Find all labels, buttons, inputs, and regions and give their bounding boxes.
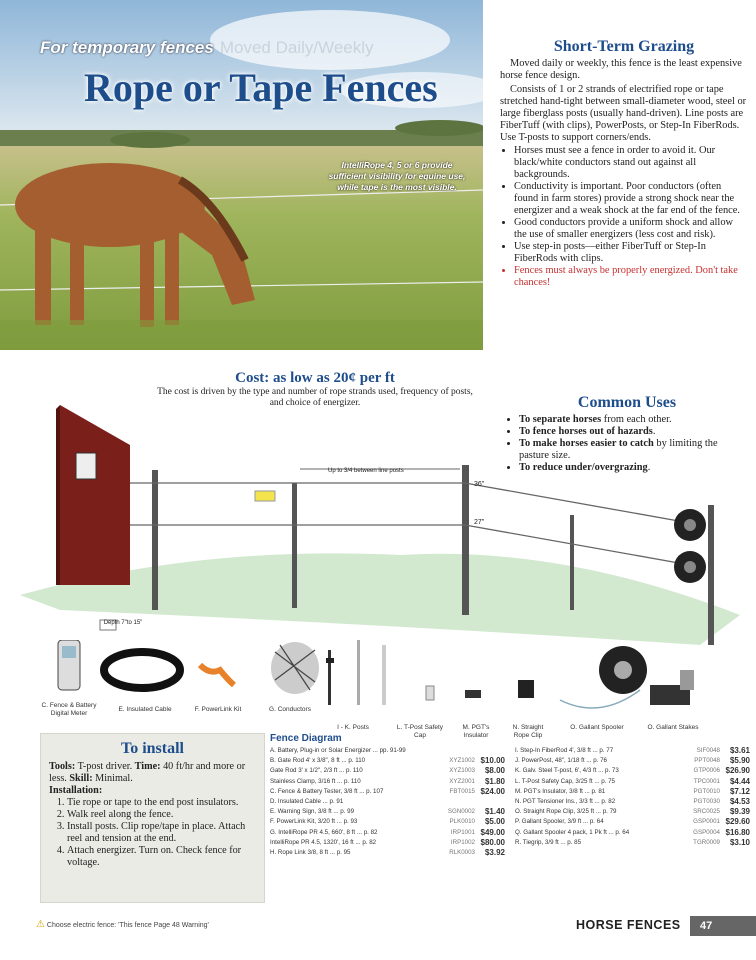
part-price (475, 746, 505, 756)
list-item: • To make horses easier to catch by limiting the pasture size. (519, 438, 747, 462)
part-price: $10.00 (480, 756, 505, 766)
part-price (475, 797, 505, 807)
hero-kicker: For temporary fences Moved Daily/Weekly (40, 38, 374, 57)
part-code: SGN0002 (447, 808, 475, 816)
product-label: F. PowerLink Kit (194, 706, 242, 713)
parts-row (270, 787, 505, 797)
part-name: IntelliRope PR 4.5, 1320', 16 ft ... p. 82 (270, 838, 377, 846)
part-name: O. Straight Rope Clip, 3/25 ft ... p. 79 (515, 808, 617, 816)
part-name: G. IntelliRope PR 4.5, 660', 8 ft ... p. 82 (270, 828, 378, 836)
part-name: E. Warning Sign, 3/8 ft ... p. 99 (270, 808, 355, 816)
part-code: SRC0025 (693, 808, 720, 816)
parts-row (515, 787, 750, 797)
parts-row (515, 756, 750, 766)
parts-row (270, 777, 505, 787)
parts-row (515, 828, 750, 838)
install-heading: To install (121, 740, 184, 757)
parts-row (270, 756, 505, 766)
part-price: $3.92 (484, 848, 505, 858)
part-price: $4.44 (729, 776, 750, 786)
warning-icon: ⚠ (36, 919, 45, 930)
part-code: PPT0048 (694, 757, 720, 765)
footer-warning: ⚠ Choose electric fence: 'This fence Page 48 Warning' (36, 919, 209, 930)
product-label: C. Fence & Battery Digital Meter (41, 702, 97, 717)
parts-column-right (515, 746, 750, 858)
part-name: Gate Rod 3' x 1/2", 2/3 ft ... p. 110 (270, 767, 363, 775)
install-box (40, 733, 265, 903)
installation-label: Installation: (49, 785, 103, 796)
part-price: $1.80 (484, 776, 505, 786)
part-code: GSP0004 (693, 828, 720, 836)
parts-row (515, 777, 750, 787)
product-label: G. Conductors (269, 706, 311, 713)
product-label: I - K. Posts (337, 724, 369, 731)
install-steps (49, 797, 256, 869)
part-name: J. PowerPost, 48", 1/18 ft ... p. 76 (515, 757, 607, 765)
part-name: C. Fence & Battery Tester, 3/8 ft ... p. 107 (270, 787, 384, 795)
height-27-label: 27" (474, 519, 485, 526)
parts-list (270, 733, 750, 858)
part-code: TGR0009 (693, 838, 720, 846)
part-name: D. Insulated Cable ... p. 91 (270, 798, 344, 806)
grazing-heading: Short-Term Grazing (553, 38, 695, 55)
list-item: 3. Install posts. Clip rope/tape in place. Attach reel and tension at the end. (67, 821, 256, 845)
page-title: Rope or Tape Fences (84, 65, 438, 110)
part-name: N. PGT Tensioner Ins., 3/3 ft ... p. 82 (515, 798, 616, 806)
part-name: L. T-Post Safety Cap, 3/25 ft ... p. 75 (515, 777, 615, 785)
parts-row (270, 746, 505, 756)
parts-row (270, 797, 505, 807)
part-code: FBT0015 (449, 787, 475, 795)
part-code: PGT0030 (693, 798, 720, 806)
part-code: XYZ1002 (449, 757, 475, 765)
part-code: TPC0001 (693, 777, 720, 785)
parts-row (515, 746, 750, 756)
parts-row (270, 828, 505, 838)
part-code: IRP1002 (450, 838, 475, 846)
list-item: • To separate horses from each other. (519, 414, 747, 426)
parts-row (515, 807, 750, 817)
cost-heading: Cost: as low as 20¢ per ft (235, 370, 395, 386)
product-label: L. T-Post Safety Cap (396, 724, 444, 739)
part-price: $5.90 (729, 756, 750, 766)
part-name: F. PowerLink Kit, 3/20 ft ... p. 93 (270, 818, 358, 826)
list-item: 2. Walk reel along the fence. (67, 809, 256, 821)
parts-heading: Fence Diagram (270, 733, 342, 744)
part-code: XYZ2001 (449, 777, 475, 785)
part-price: $3.10 (729, 837, 750, 847)
grazing-intro: Moved daily or weekly, this fence is the least expensive horse fence design. (500, 58, 742, 81)
part-price: $4.53 (729, 797, 750, 807)
install-meta: Tools: T-post driver. Time: 40 ft/hr and more or less. Skill: Minimal. (49, 761, 246, 784)
product-label: E. Insulated Cable (118, 706, 172, 713)
list-item: • Use step-in posts—either FiberTuff or Step-In FiberRods with clips. (514, 241, 748, 265)
part-code: PGT0010 (693, 787, 720, 795)
parts-row (270, 838, 505, 848)
parts-row (270, 817, 505, 827)
part-code (439, 746, 475, 756)
part-name: R. Tiegrip, 3/9 ft ... p. 85 (515, 838, 582, 846)
footer (36, 916, 756, 938)
product-label: O. Gallant Spooler (570, 724, 624, 731)
product-label: M. PGT's Insulator (462, 724, 490, 739)
list-item: • To reduce under/overgrazing. (519, 462, 747, 474)
part-price: $5.00 (484, 817, 505, 827)
depth-label: Depth 7"to 15" (103, 620, 143, 626)
part-code: IRP1001 (450, 828, 475, 836)
parts-row (515, 838, 750, 848)
part-name: K. Galv. Steel T-post, 6', 4/3 ft ... p. 73 (515, 767, 619, 775)
part-price: $9.39 (729, 807, 750, 817)
parts-row (515, 817, 750, 827)
part-name: I. Step-In FiberRod 4', 3/8 ft ... p. 77 (515, 747, 614, 754)
part-price: $7.12 (729, 786, 750, 796)
part-code: GSP0001 (693, 818, 720, 826)
list-item: • To fence horses out of hazards. (519, 426, 747, 438)
part-code: SIF0048 (696, 747, 720, 754)
part-code: RLK0003 (449, 849, 475, 857)
short-term-grazing-section (500, 38, 748, 289)
part-price: $26.90 (725, 766, 750, 776)
list-item: 4. Attach energizer. Turn on. Check fence for voltage. (67, 845, 256, 869)
parts-row (270, 766, 505, 776)
part-code: XYZ1003 (449, 767, 475, 775)
part-price: $3.61 (729, 746, 750, 755)
warning-item: • Fences must always be properly energized. Don't take chances! (514, 265, 748, 289)
part-name: H. Rope Link 3/8, 8 ft ... p. 95 (270, 849, 351, 857)
part-price: $29.60 (725, 817, 750, 827)
part-code: PLK0010 (449, 818, 475, 826)
page-number: 47 (690, 916, 756, 936)
span-label: Up to 3/4 between line posts (328, 468, 404, 474)
part-price: $8.00 (484, 766, 505, 776)
part-code: GTP0006 (693, 767, 720, 775)
parts-column-left (270, 746, 505, 858)
part-price: $80.00 (480, 837, 505, 847)
part-price: $16.80 (725, 827, 750, 837)
list-item: 1. Tie rope or tape to the end post insulators. (67, 797, 256, 809)
part-name: B. Gate Rod 4' x 3/8", 8 ft ... p. 110 (270, 757, 366, 765)
grazing-bullets (500, 145, 748, 289)
part-name: P. Gallant Spooler, 3/9 ft ... p. 64 (515, 818, 604, 826)
part-price: $49.00 (480, 827, 505, 837)
parts-row (270, 848, 505, 858)
part-name: A. Battery, Plug-in or Solar Energizer ... pp. 91-99 (270, 747, 406, 754)
part-name: Q. Gallant Spooler 4 pack, 1 Pk ft ... p. 64 (515, 828, 630, 836)
section-name: HORSE FENCES (576, 918, 681, 932)
parts-row (515, 766, 750, 776)
part-price: $1.40 (484, 807, 505, 817)
uses-heading: Common Uses (577, 394, 677, 411)
cost-text: The cost is driven by the type and number of rope strands used, frequency of posts, and choice of energizer. (157, 387, 473, 408)
common-uses-section (507, 394, 747, 474)
photo-caption: IntelliRope 4, 5 or 6 provide sufficient visibility for equine use, while tape is the most visible. (328, 160, 466, 192)
part-name: Stainless Clamp, 3/16 ft ... p. 110 (270, 777, 361, 785)
list-item: • Good conductors provide a uniform shock and allow the use of smaller energizers (less cost and risk). (514, 217, 748, 241)
list-item: • Conductivity is important. Poor conductors (often found in farm stores) provide a strong shock near the energizer and a weak shock at the far end of the fence. (514, 181, 748, 217)
parts-row (270, 807, 505, 817)
part-code (439, 797, 475, 807)
product-label: O. Gallant Stakes (647, 724, 699, 731)
part-name: M. PGT's Insulator, 3/8 ft ... p. 81 (515, 787, 606, 795)
part-price: $24.00 (480, 786, 505, 796)
list-item: • Horses must see a fence in order to avoid it. Our black/white conductors stand out against all backgrounds. (514, 145, 748, 181)
parts-row (515, 797, 750, 807)
grazing-description: Consists of 1 or 2 strands of electrified rope or tape stretched hand-tight between small-diameter wood, steel or large fiberglass posts (usually hand-driven). Line posts are FiberTuff (with clips), PowerPosts, or Step-In FiberRods. Use T-posts to support corners/ends. (500, 84, 747, 143)
product-label: N. Straight Rope Clip (512, 724, 544, 739)
height-36-label: 36" (474, 481, 485, 488)
